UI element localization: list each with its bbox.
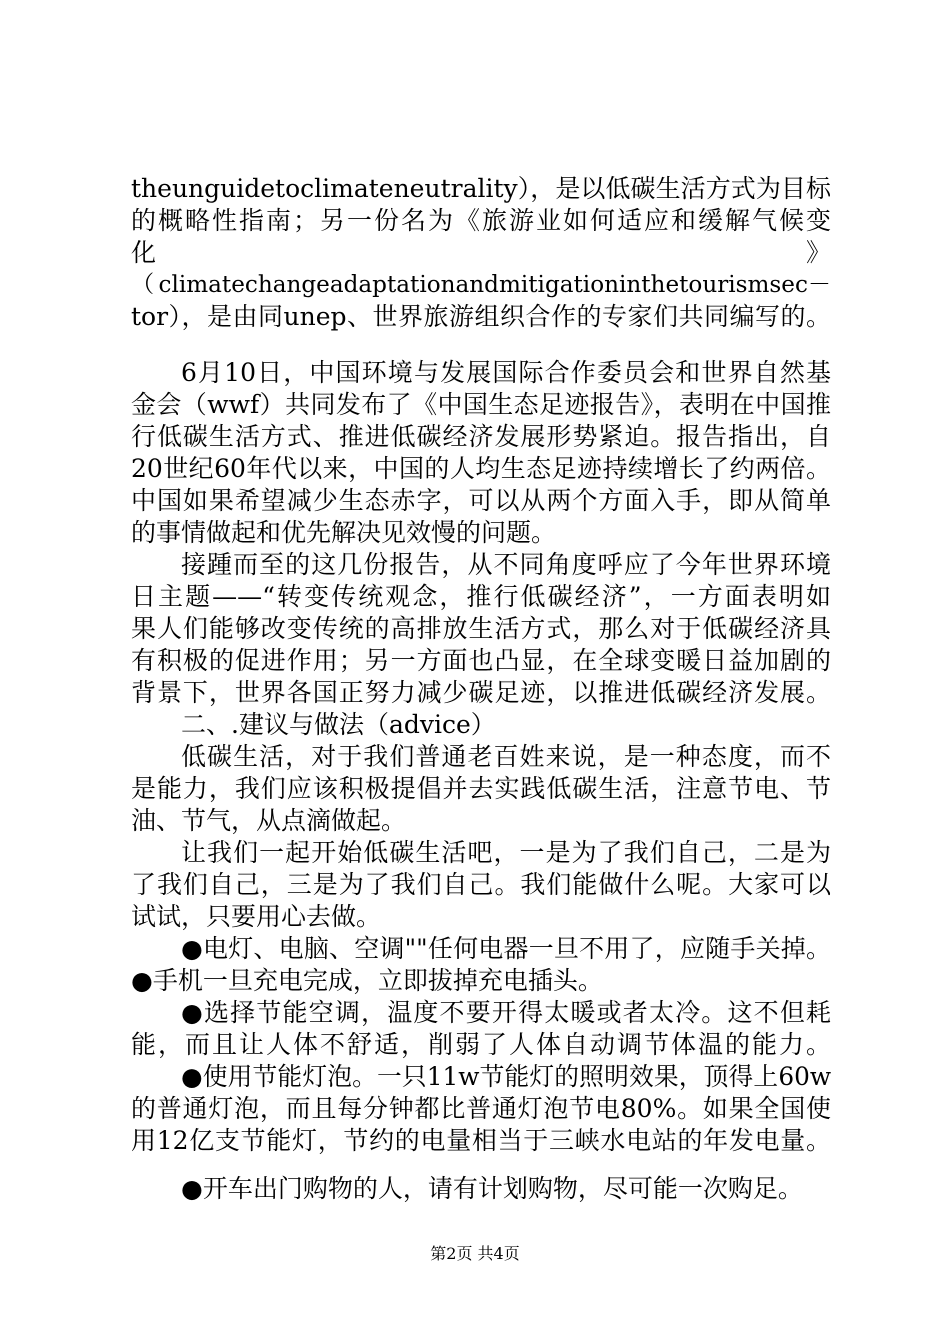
bullet-line: ●手机一旦充电完成，立即拔掉充电插头。 (131, 966, 603, 995)
text-line: theunguidetoclimateneutrality），是以低碳生活方式为目标 (131, 174, 831, 203)
bullet-line: ●开车出门购物的人，请有计划购物，尽可能一次购足。 (181, 1174, 803, 1203)
text-line: 是能力，我们应该积极提倡并去实践低碳生活，注意节电、节 (131, 774, 831, 803)
text-line: 化 》 (131, 238, 831, 267)
paragraph-gap (131, 1157, 831, 1173)
page-footer: 第2页 共4页 (430, 1244, 520, 1263)
text-line: tor），是由同unep、世界旅游组织合作的专家们共同编写的。 (131, 302, 831, 331)
text-line: 接踵而至的这几份报告，从不同角度呼应了今年世界环境 (181, 550, 831, 579)
text-line: 油、节气，从点滴做起。 (131, 806, 407, 835)
text-line: 用12亿支节能灯，节约的电量相当于三峡水电站的年发电量。 (131, 1126, 831, 1155)
text-line: 20世纪60年代以来，中国的人均生态足迹持续增长了约两倍。 (131, 454, 831, 483)
text-line: 能，而且让人体不舒适，削弱了人体自动调节体温的能力。 (131, 1030, 831, 1059)
text-line: 的概略性指南；另一份名为《旅游业如何适应和缓解气候变 (131, 206, 831, 235)
bullet-line: ●使用节能灯泡。一只11w节能灯的照明效果，顶得上60w (181, 1062, 831, 1091)
text-line: 试试，只要用心去做。 (131, 902, 382, 931)
body-text (131, 173, 831, 1205)
text-line: 了我们自己，三是为了我们自己。我们能做什么呢。大家可以 (131, 870, 831, 899)
text-line: 6月10日，中国环境与发展国际合作委员会和世界自然基 (181, 358, 831, 387)
text-line: 低碳生活，对于我们普通老百姓来说，是一种态度，而不 (181, 742, 831, 771)
text-line: 的普通灯泡，而且每分钟都比普通灯泡节电80%。如果全国使 (131, 1094, 831, 1123)
text-line: 有积极的促进作用；另一方面也凸显，在全球变暖日益加剧的 (131, 646, 831, 675)
text-line: 日主题——“转变传统观念，推行低碳经济”，一方面表明如 (131, 582, 831, 611)
bullet-line: ●选择节能空调，温度不要开得太暖或者太冷。这不但耗 (181, 998, 831, 1027)
paragraph-gap (131, 333, 831, 357)
section-heading: 二、.建议与做法（advice） (181, 710, 496, 739)
text-line: 让我们一起开始低碳生活吧，一是为了我们自己，二是为 (181, 838, 831, 867)
text-line: 果人们能够改变传统的高排放生活方式，那么对于低碳经济具 (131, 614, 831, 643)
text-line: 金会（wwf）共同发布了《中国生态足迹报告》，表明在中国推 (131, 390, 831, 419)
text-line: 的事情做起和优先解决见效慢的问题。 (131, 518, 557, 547)
text-line: 中国如果希望减少生态赤字，可以从两个方面入手，即从简单 (131, 486, 831, 515)
text-line: 行低碳生活方式、推进低碳经济发展形势紧迫。报告指出，自 (131, 422, 831, 451)
text-line: （climatechangeadaptationandmitigationinthetourismsec－ (131, 272, 831, 298)
text-line: 背景下，世界各国正努力减少碳足迹，以推进低碳经济发展。 (131, 678, 831, 707)
bullet-line: ●电灯、电脑、空调""任何电器一旦不用了，应随手关掉。 (181, 934, 831, 963)
